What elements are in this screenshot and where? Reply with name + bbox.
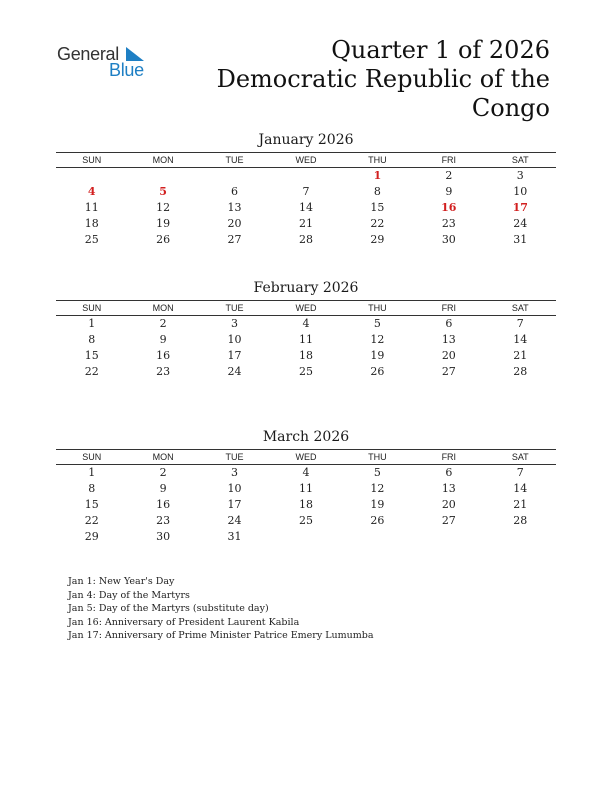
day-cell: 8	[88, 482, 96, 496]
weekday-header: FRI	[413, 450, 484, 465]
weekday-header: TUE	[199, 301, 270, 316]
empty-day-cell	[127, 168, 198, 184]
holiday-day-cell: 4	[87, 185, 96, 199]
month-grid	[56, 152, 556, 247]
empty-day-cell	[485, 528, 556, 544]
day-cell: 23	[156, 513, 171, 527]
day-cell: 6	[445, 466, 453, 480]
day-cell: 9	[445, 185, 453, 199]
day-cell: 29	[370, 232, 385, 246]
day-cell: 13	[441, 482, 456, 496]
holiday-day-cell: 17	[512, 200, 528, 214]
day-cell: 10	[227, 333, 242, 347]
day-cell: 5	[373, 466, 381, 480]
weekday-header: MON	[127, 301, 198, 316]
day-cell: 6	[445, 317, 453, 331]
day-cell: 8	[88, 333, 96, 347]
generalblue-logo	[57, 44, 157, 84]
day-cell: 18	[298, 348, 313, 362]
day-cell: 27	[441, 513, 456, 527]
day-cell: 15	[84, 348, 99, 362]
day-cell: 26	[156, 232, 171, 246]
day-cell: 8	[373, 185, 381, 199]
weekday-header: SUN	[56, 450, 127, 465]
logo-text-blue: Blue	[109, 60, 144, 80]
holiday-note: Jan 16: Anniversary of President Laurent Kabila	[68, 616, 300, 628]
weekday-header: WED	[270, 153, 341, 168]
holiday-day-cell: 16	[441, 200, 457, 214]
day-cell: 20	[441, 348, 456, 362]
day-cell: 16	[156, 497, 171, 511]
day-cell: 11	[298, 333, 313, 347]
weekday-header-row	[56, 450, 556, 465]
weekday-header: TUE	[199, 450, 270, 465]
week-row	[56, 465, 556, 481]
day-cell: 11	[84, 200, 99, 214]
week-row	[56, 363, 556, 379]
weekday-header-row	[56, 153, 556, 168]
day-cell: 4	[302, 317, 310, 331]
day-cell: 11	[298, 482, 313, 496]
day-cell: 24	[227, 513, 242, 527]
weekday-header: FRI	[413, 301, 484, 316]
day-cell: 14	[298, 200, 313, 214]
week-row	[56, 215, 556, 231]
day-cell: 7	[302, 185, 310, 199]
week-row	[56, 200, 556, 216]
day-cell: 9	[159, 333, 167, 347]
day-cell: 17	[227, 348, 242, 362]
day-cell: 25	[298, 364, 313, 378]
day-cell: 2	[159, 317, 167, 331]
weekday-header: WED	[270, 301, 341, 316]
day-cell: 22	[370, 216, 385, 230]
day-cell: 18	[298, 497, 313, 511]
day-cell: 1	[88, 466, 96, 480]
month-march	[56, 429, 556, 544]
day-cell: 18	[84, 216, 99, 230]
month-grid	[56, 300, 556, 379]
week-row	[56, 231, 556, 247]
day-cell: 30	[441, 232, 456, 246]
day-cell: 28	[513, 364, 528, 378]
weekday-header: MON	[127, 450, 198, 465]
week-row	[56, 332, 556, 348]
day-cell: 14	[513, 482, 528, 496]
weekday-header: SAT	[485, 450, 556, 465]
empty-day-cell	[270, 528, 341, 544]
title-line: Congo	[471, 94, 550, 122]
holiday-day-cell: 5	[159, 185, 167, 199]
weekday-header-row	[56, 301, 556, 316]
holiday-note: Jan 4: Day of the Martyrs	[68, 589, 190, 601]
weekday-header: SAT	[485, 301, 556, 316]
weekday-header: TUE	[199, 153, 270, 168]
weekday-header: SUN	[56, 301, 127, 316]
day-cell: 27	[441, 364, 456, 378]
day-cell: 2	[159, 466, 167, 480]
week-row	[56, 316, 556, 332]
day-cell: 12	[370, 482, 385, 496]
day-cell: 13	[227, 200, 242, 214]
weekday-header: THU	[342, 301, 413, 316]
day-cell: 3	[516, 169, 524, 183]
day-cell: 21	[298, 216, 313, 230]
empty-day-cell	[199, 168, 270, 184]
day-cell: 25	[84, 232, 99, 246]
holiday-notes	[68, 575, 374, 643]
month-january	[56, 132, 556, 247]
day-cell: 22	[84, 364, 99, 378]
weekday-header: FRI	[413, 153, 484, 168]
day-cell: 2	[445, 169, 453, 183]
empty-day-cell	[270, 168, 341, 184]
week-row	[56, 528, 556, 544]
month-grid	[56, 449, 556, 544]
day-cell: 21	[513, 497, 528, 511]
weekday-header: THU	[342, 450, 413, 465]
week-row	[56, 512, 556, 528]
day-cell: 13	[441, 333, 456, 347]
day-cell: 5	[373, 317, 381, 331]
day-cell: 23	[156, 364, 171, 378]
week-row	[56, 348, 556, 364]
day-cell: 6	[231, 185, 239, 199]
day-cell: 10	[513, 185, 528, 199]
week-row	[56, 481, 556, 497]
title-line: Democratic Republic of the	[216, 65, 550, 93]
empty-day-cell	[342, 528, 413, 544]
day-cell: 3	[231, 317, 239, 331]
day-cell: 4	[302, 466, 310, 480]
week-row	[56, 184, 556, 200]
weekday-header: WED	[270, 450, 341, 465]
weekday-header: SAT	[485, 153, 556, 168]
day-cell: 22	[84, 513, 99, 527]
day-cell: 21	[513, 348, 528, 362]
month-title: February 2026	[253, 280, 359, 296]
day-cell: 26	[370, 513, 385, 527]
title-line: Quarter 1 of 2026	[331, 36, 550, 64]
day-cell: 9	[159, 482, 167, 496]
day-cell: 31	[513, 232, 528, 246]
day-cell: 15	[370, 200, 385, 214]
day-cell: 19	[370, 497, 385, 511]
day-cell: 29	[84, 529, 99, 543]
week-row	[56, 497, 556, 513]
day-cell: 14	[513, 333, 528, 347]
month-title: January 2026	[258, 132, 354, 148]
week-row	[56, 168, 556, 184]
day-cell: 30	[156, 529, 171, 543]
day-cell: 31	[227, 529, 242, 543]
day-cell: 24	[513, 216, 528, 230]
weekday-header: SUN	[56, 153, 127, 168]
day-cell: 17	[227, 497, 242, 511]
holiday-note: Jan 1: New Year's Day	[68, 576, 175, 587]
day-cell: 20	[441, 497, 456, 511]
month-february	[56, 280, 556, 379]
day-cell: 24	[227, 364, 242, 378]
day-cell: 25	[298, 513, 313, 527]
day-cell: 23	[441, 216, 456, 230]
holiday-note: Jan 5: Day of the Martyrs (substitute day)	[68, 603, 269, 615]
empty-day-cell	[56, 168, 127, 184]
holiday-note: Jan 17: Anniversary of Prime Minister Patrice Emery Lumumba	[68, 630, 374, 642]
page-title	[217, 36, 550, 123]
day-cell: 3	[231, 466, 239, 480]
weekday-header: MON	[127, 153, 198, 168]
empty-day-cell	[413, 528, 484, 544]
day-cell: 26	[370, 364, 385, 378]
day-cell: 1	[88, 317, 96, 331]
day-cell: 27	[227, 232, 242, 246]
day-cell: 28	[513, 513, 528, 527]
weekday-header: THU	[342, 153, 413, 168]
month-title: March 2026	[262, 429, 350, 445]
day-cell: 15	[84, 497, 99, 511]
logo-text-general: General	[57, 44, 119, 64]
day-cell: 16	[156, 348, 171, 362]
day-cell: 7	[516, 466, 524, 480]
day-cell: 19	[370, 348, 385, 362]
day-cell: 20	[227, 216, 242, 230]
day-cell: 19	[156, 216, 171, 230]
day-cell: 12	[156, 200, 171, 214]
day-cell: 7	[516, 317, 524, 331]
day-cell: 10	[227, 482, 242, 496]
day-cell: 12	[370, 333, 385, 347]
day-cell: 28	[298, 232, 313, 246]
holiday-day-cell: 1	[373, 169, 382, 183]
